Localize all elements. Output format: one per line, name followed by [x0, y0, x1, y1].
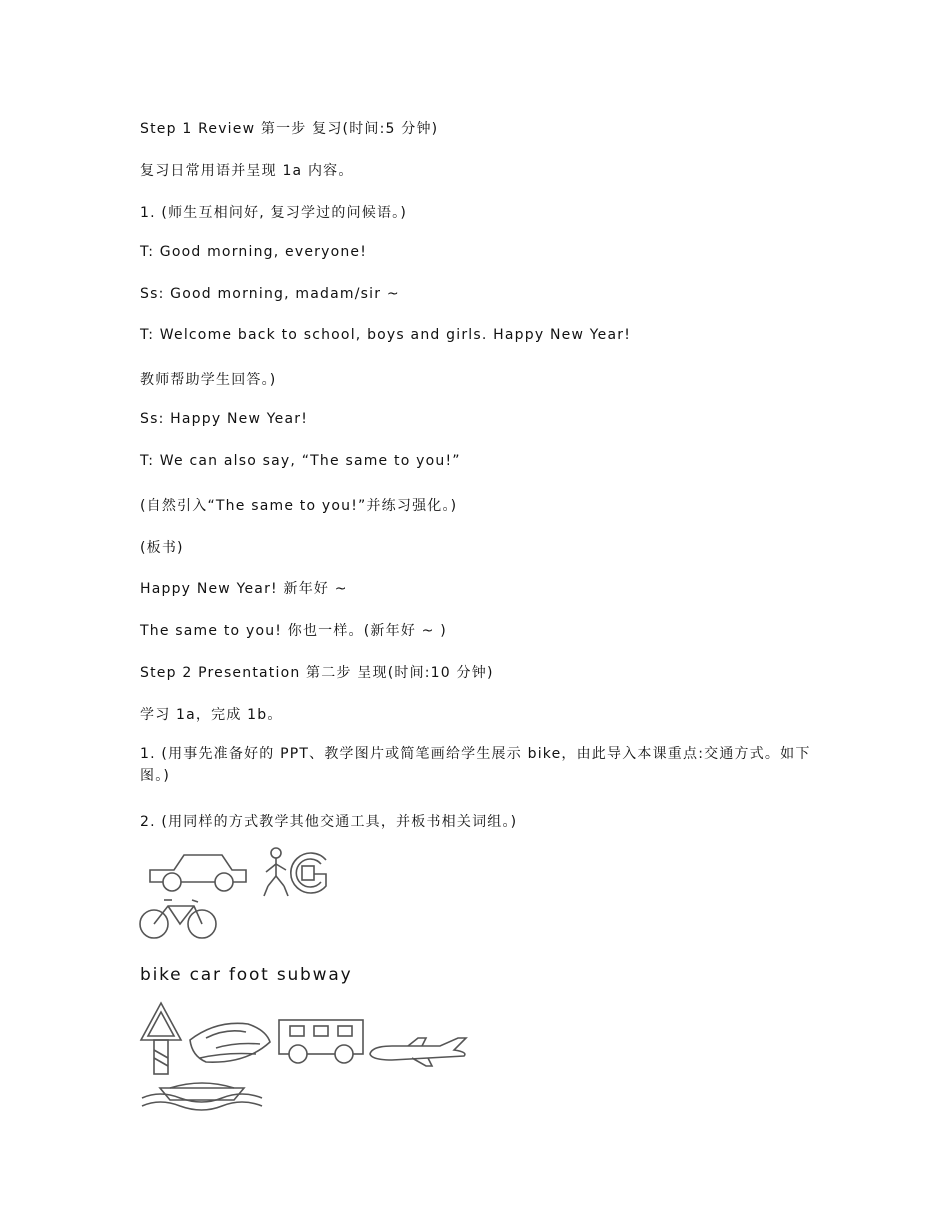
- text-line: 2. (用同样的方式教学其他交通工具，并板书相关词组。): [140, 814, 518, 830]
- text-line: T: Good morning, everyone!: [140, 244, 368, 260]
- airplane-icon: [368, 1036, 470, 1068]
- text-paragraph: 1. (用事先准备好的 PPT、教学图片或简笔画给学生展示 bike，由此导入本课重点:交通方式。如下图。): [140, 746, 811, 784]
- road-sign-icon: [138, 1000, 184, 1076]
- text-line: 复习日常用语并呈现 1a 内容。: [140, 163, 354, 179]
- text-line: Happy New Year! 新年好 ~: [140, 581, 348, 597]
- car-icon: [148, 852, 248, 892]
- text-line: T: We can also say, “The same to you!”: [140, 453, 461, 469]
- text-line: The same to you! 你也一样。(新年好 ~ ): [140, 623, 447, 639]
- step1-heading: Step 1 Review 第一步 复习(时间:5 分钟): [140, 121, 439, 137]
- text-line: 1. (师生互相问好, 复习学过的问候语。): [140, 205, 408, 221]
- step2-heading: Step 2 Presentation 第二步 呈现(时间:10 分钟): [140, 665, 494, 681]
- vehicle-caption: bike car foot subway: [140, 965, 353, 985]
- speedboat-icon: [186, 1012, 272, 1068]
- text-line: (板书): [140, 540, 184, 556]
- bicycle-icon: [138, 896, 220, 942]
- text-line: Ss: Good morning, madam/sir ~: [140, 286, 400, 302]
- text-line: T: Welcome back to school, boys and girls. Happy New Year!: [140, 327, 632, 343]
- text-line: 教师帮助学生回答。): [140, 372, 277, 388]
- text-line: (自然引入“The same to you!”并练习强化。): [140, 498, 458, 514]
- text-line: 学习 1a，完成 1b。: [140, 707, 283, 723]
- text-line: Ss: Happy New Year!: [140, 411, 309, 427]
- boat-icon: [140, 1072, 264, 1110]
- subway-logo-icon: [286, 850, 334, 896]
- bus-icon: [276, 1017, 366, 1067]
